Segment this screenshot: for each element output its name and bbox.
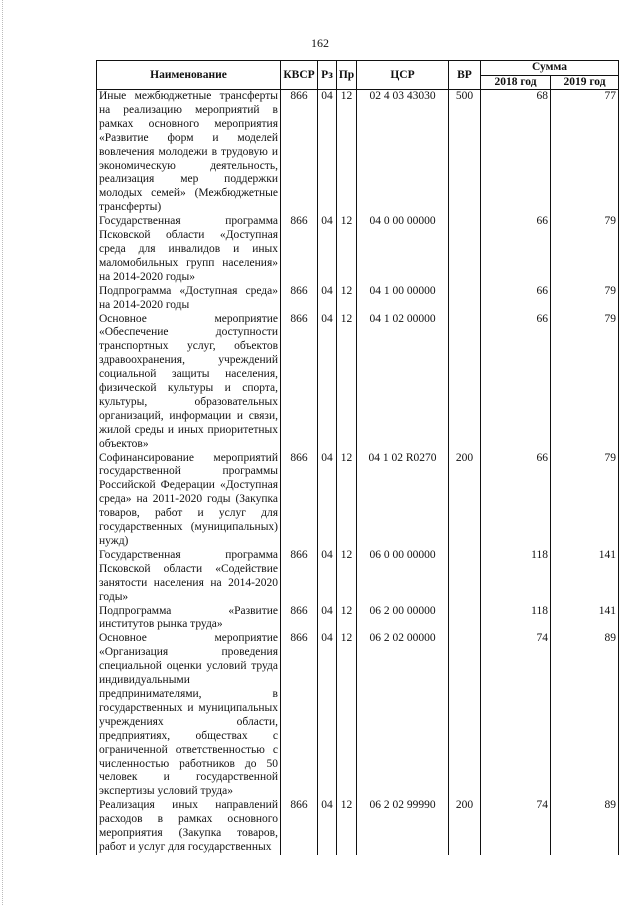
- row-kvsr: 866: [281, 632, 318, 799]
- row-sum-2018: 74: [481, 799, 551, 855]
- row-vr: [449, 285, 481, 313]
- header-rz: Рз: [318, 61, 337, 90]
- row-pr: 12: [337, 549, 357, 605]
- row-kvsr: 866: [281, 90, 318, 216]
- table-row: [97, 215, 619, 285]
- row-sum-2018: 118: [481, 549, 551, 605]
- row-rz: 04: [318, 90, 337, 216]
- row-pr: 12: [337, 215, 357, 285]
- row-kvsr: 866: [281, 285, 318, 313]
- header-kvsr: КВСР: [281, 61, 318, 90]
- row-pr: 12: [337, 632, 357, 799]
- row-kvsr: 866: [281, 605, 318, 633]
- row-csr: 04 1 02 R0270: [357, 452, 449, 549]
- row-rz: 04: [318, 452, 337, 549]
- row-kvsr: 866: [281, 452, 318, 549]
- row-kvsr: 866: [281, 799, 318, 855]
- table-row: [97, 632, 619, 799]
- row-sum-2018: 66: [481, 285, 551, 313]
- table-row: [97, 90, 619, 216]
- table-row: [97, 285, 619, 313]
- row-pr: 12: [337, 605, 357, 633]
- row-sum-2019: 79: [551, 452, 619, 549]
- header-vr: ВР: [449, 61, 481, 90]
- row-sum-2018: 74: [481, 632, 551, 799]
- row-csr: 04 1 00 00000: [357, 285, 449, 313]
- row-pr: 12: [337, 799, 357, 855]
- row-pr: 12: [337, 285, 357, 313]
- row-name: Иные межбюджетные трансферты на реализацию мероприятий в рамках основного мероприятия «Развитие форм и моделей вовлечения молодежи в трудовую и экономическую деятельность, реализация мер поддержки молодых семей» (Межбюджетные трансферты): [97, 90, 281, 216]
- row-sum-2018: 66: [481, 215, 551, 285]
- row-vr: [449, 632, 481, 799]
- row-sum-2019: 89: [551, 799, 619, 855]
- row-name: Реализация иных направлений расходов в рамках основного мероприятия (Закупка товаров, работ и услуг для государственных: [97, 799, 281, 855]
- row-pr: 12: [337, 313, 357, 452]
- row-sum-2019: 141: [551, 605, 619, 633]
- row-csr: 06 2 02 00000: [357, 632, 449, 799]
- row-sum-2018: 66: [481, 313, 551, 452]
- table-row: [97, 605, 619, 633]
- scan-edge: [2, 0, 4, 905]
- row-csr: 04 0 00 00000: [357, 215, 449, 285]
- row-name: Подпрограмма «Развитие институтов рынка труда»: [97, 605, 281, 633]
- row-name: Подпрограмма «Доступная среда» на 2014-2020 годы: [97, 285, 281, 313]
- row-pr: 12: [337, 452, 357, 549]
- row-vr: [449, 313, 481, 452]
- row-csr: 06 0 00 00000: [357, 549, 449, 605]
- row-sum-2019: 141: [551, 549, 619, 605]
- row-csr: 04 1 02 00000: [357, 313, 449, 452]
- row-kvsr: 866: [281, 215, 318, 285]
- row-vr: 200: [449, 799, 481, 855]
- header-year-2018: 2018 год: [481, 75, 551, 90]
- row-vr: [449, 549, 481, 605]
- row-rz: 04: [318, 285, 337, 313]
- header-sum: Сумма: [481, 61, 619, 76]
- header-year-2019: 2019 год: [551, 75, 619, 90]
- row-sum-2018: 68: [481, 90, 551, 216]
- row-kvsr: 866: [281, 313, 318, 452]
- row-name: Софинансирование мероприятий государственной программы Российской Федерации «Доступная среда» на 2011-2020 годы (Закупка товаров, работ и услуг для государственных (муниципальных) нужд): [97, 452, 281, 549]
- row-sum-2019: 79: [551, 215, 619, 285]
- row-sum-2019: 79: [551, 285, 619, 313]
- table-row: [97, 549, 619, 605]
- row-name: Основное мероприятие «Обеспечение доступности транспортных услуг, объектов здравоохранения, учреждений социальной защиты населения, физической культуры и спорта, культуры, образовательных организаций, информации и связи, жилой среды и иных приоритетных объектов»: [97, 313, 281, 452]
- row-name: Государственная программа Псковской области «Доступная среда для инвалидов и иных маломобильных групп населения» на 2014-2020 годы»: [97, 215, 281, 285]
- row-rz: 04: [318, 215, 337, 285]
- row-sum-2018: 118: [481, 605, 551, 633]
- row-vr: 200: [449, 452, 481, 549]
- row-sum-2019: 77: [551, 90, 619, 216]
- row-rz: 04: [318, 799, 337, 855]
- table-row: [97, 799, 619, 855]
- row-sum-2019: 89: [551, 632, 619, 799]
- header-name: Наименование: [97, 61, 281, 90]
- row-name: Государственная программа Псковской области «Содействие занятости населения на 2014-2020 годы»: [97, 549, 281, 605]
- row-sum-2018: 66: [481, 452, 551, 549]
- budget-table: [96, 60, 619, 855]
- header-csr: ЦСР: [357, 61, 449, 90]
- row-sum-2019: 79: [551, 313, 619, 452]
- row-rz: 04: [318, 605, 337, 633]
- row-csr: 06 2 00 00000: [357, 605, 449, 633]
- table-row: [97, 313, 619, 452]
- row-csr: 06 2 02 99990: [357, 799, 449, 855]
- row-vr: [449, 605, 481, 633]
- page-number: 162: [311, 36, 329, 50]
- header-pr: Пр: [337, 61, 357, 90]
- row-rz: 04: [318, 632, 337, 799]
- table-row: [97, 452, 619, 549]
- row-pr: 12: [337, 90, 357, 216]
- row-csr: 02 4 03 43030: [357, 90, 449, 216]
- row-rz: 04: [318, 313, 337, 452]
- row-kvsr: 866: [281, 549, 318, 605]
- row-rz: 04: [318, 549, 337, 605]
- row-vr: 500: [449, 90, 481, 216]
- row-name: Основное мероприятие «Организация проведения специальной оценки условий труда индивидуальными предпринимателями, в государственных и муниципальных учреждениях области, предприятиях, обществах с ограниченной ответственностью с численностью работников до 50 человек и государственной экспертизы условий труда»: [97, 632, 281, 799]
- row-vr: [449, 215, 481, 285]
